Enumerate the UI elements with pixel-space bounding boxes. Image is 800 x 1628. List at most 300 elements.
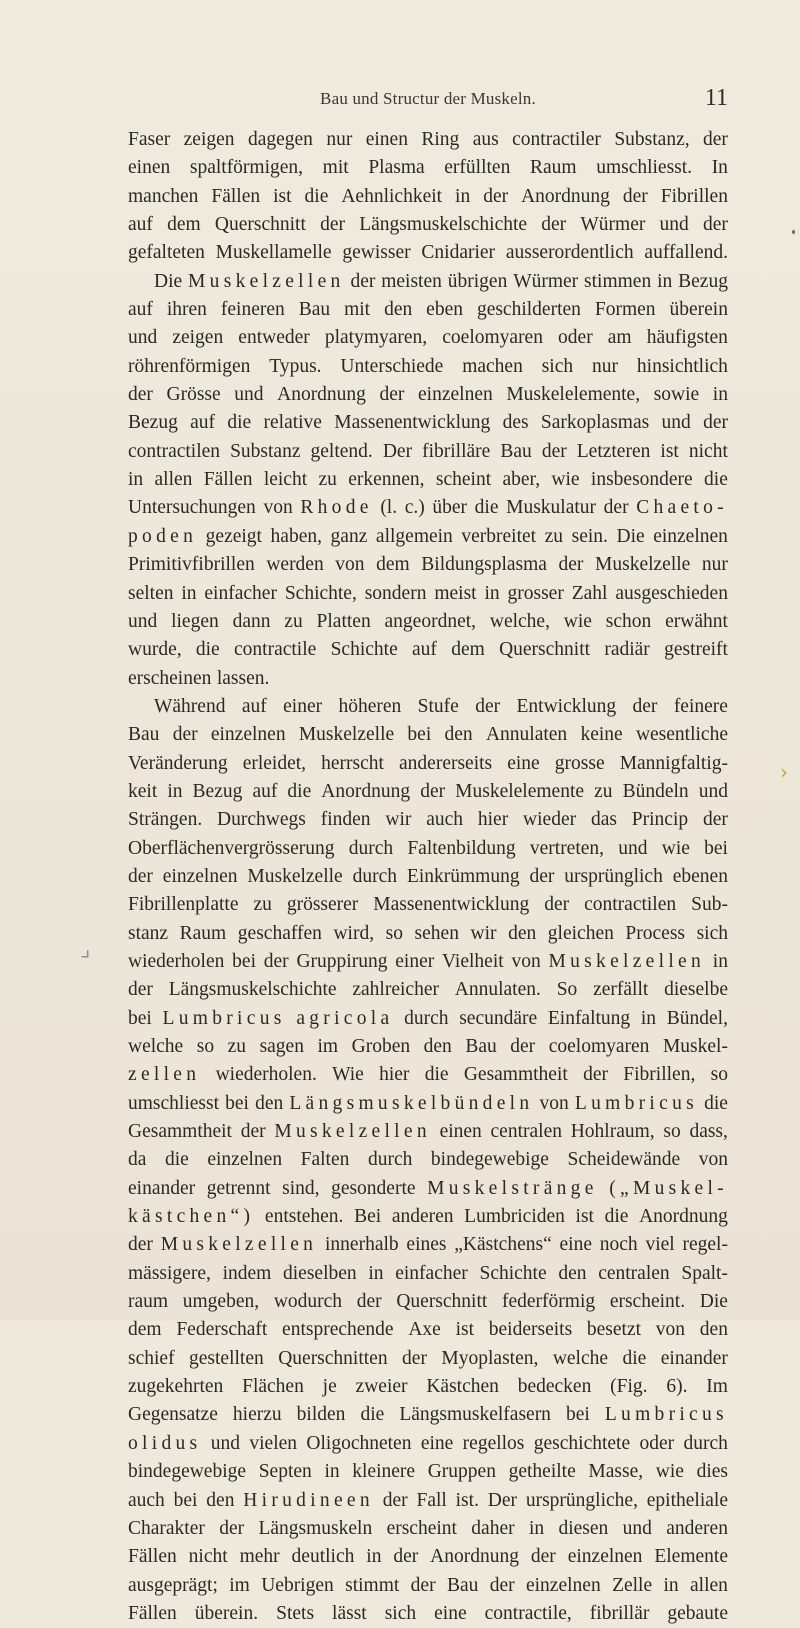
word: c.) bbox=[404, 497, 425, 519]
word: machen bbox=[462, 355, 523, 377]
word: ursprünglich bbox=[564, 865, 663, 887]
text-line bbox=[128, 693, 728, 721]
word: Der bbox=[382, 440, 413, 462]
word: Typus. bbox=[269, 355, 322, 377]
word: Lumbricus bbox=[162, 1007, 286, 1029]
word: Muskelzellen bbox=[274, 1121, 431, 1143]
word: der bbox=[128, 865, 153, 887]
word: Myoplasten, bbox=[441, 1347, 539, 1369]
word: allen bbox=[690, 1574, 728, 1596]
word: einander bbox=[660, 1347, 728, 1369]
word: allen bbox=[154, 469, 193, 491]
word: in bbox=[181, 582, 197, 604]
word: zu bbox=[253, 894, 272, 916]
word: von bbox=[335, 554, 365, 576]
word: Letzteren bbox=[576, 440, 651, 462]
word: der bbox=[219, 1517, 245, 1539]
word: die bbox=[604, 1206, 629, 1228]
word: am bbox=[607, 327, 632, 349]
word: durch bbox=[367, 1149, 413, 1171]
word: federförmig bbox=[502, 1291, 596, 1313]
word: so bbox=[385, 922, 403, 944]
word: der bbox=[128, 384, 153, 406]
word: Durchwegs bbox=[217, 809, 306, 831]
word: Septen bbox=[258, 1461, 312, 1483]
word: aber, bbox=[502, 469, 541, 491]
word: bedecken bbox=[517, 1376, 592, 1398]
word: Kästchen bbox=[426, 1376, 499, 1398]
word: Hohlraum, bbox=[570, 1121, 655, 1143]
word: regel- bbox=[682, 1234, 728, 1256]
word: einen bbox=[439, 1121, 482, 1143]
word: Lumbricus bbox=[604, 1404, 728, 1426]
word: aus bbox=[472, 129, 499, 150]
word: oder bbox=[558, 327, 593, 349]
word: Muskulatur bbox=[506, 497, 597, 519]
word: Fällen bbox=[203, 469, 253, 491]
word: der bbox=[529, 865, 555, 887]
text-line bbox=[128, 778, 728, 806]
word: Fällen bbox=[128, 1546, 177, 1568]
word: Wie bbox=[332, 1064, 364, 1086]
word: eine bbox=[507, 752, 540, 774]
word: contractiler bbox=[512, 129, 601, 150]
word: die bbox=[360, 1404, 385, 1426]
word: der bbox=[544, 894, 570, 916]
word: geschilderten bbox=[476, 299, 581, 321]
text-line bbox=[128, 1005, 728, 1033]
word: ist bbox=[273, 185, 292, 207]
text-line bbox=[128, 665, 728, 693]
word: 6). bbox=[666, 1376, 688, 1398]
word: vertreten, bbox=[529, 837, 605, 859]
word: stimmen bbox=[584, 270, 652, 292]
text-line bbox=[128, 1373, 728, 1401]
text-line bbox=[128, 835, 728, 863]
text-line bbox=[128, 183, 728, 211]
text-line bbox=[128, 920, 728, 948]
word: Federschaft bbox=[176, 1319, 268, 1341]
word: den bbox=[206, 1489, 235, 1511]
word: leicht bbox=[263, 469, 308, 491]
text-line bbox=[128, 1345, 728, 1373]
word: dem bbox=[167, 214, 201, 236]
word: meisten bbox=[381, 270, 442, 292]
word: zweier bbox=[355, 1376, 408, 1398]
word: indem bbox=[222, 1262, 272, 1284]
word: Muskelzelle bbox=[595, 554, 691, 576]
word: Würmer bbox=[513, 270, 579, 292]
text-line bbox=[128, 353, 728, 381]
word: eines bbox=[406, 1234, 447, 1256]
word: Fall bbox=[416, 1489, 447, 1511]
word: ihren bbox=[166, 299, 207, 321]
word: ist bbox=[575, 1206, 594, 1228]
word: angeordnet, bbox=[384, 610, 477, 632]
word: dieselbe bbox=[664, 979, 728, 1001]
word: deutlich bbox=[291, 1546, 355, 1568]
word: zeigen bbox=[172, 327, 224, 349]
word: umschliesst. bbox=[596, 157, 693, 179]
word: dieselben bbox=[283, 1262, 357, 1284]
word: Muskelstränge bbox=[427, 1177, 598, 1199]
word: der bbox=[128, 979, 153, 1001]
word: ist bbox=[660, 440, 679, 462]
word: Bau bbox=[465, 1036, 497, 1057]
word: in bbox=[528, 1517, 545, 1539]
word: wie bbox=[563, 610, 592, 632]
word: mässigere, bbox=[128, 1262, 211, 1284]
word: Bau bbox=[500, 440, 532, 462]
word: Plasma bbox=[368, 157, 425, 179]
word: Annulaten. bbox=[454, 979, 541, 1001]
word: Cnidarier bbox=[421, 242, 496, 264]
word: übrigen bbox=[447, 270, 508, 292]
word: sein. bbox=[571, 525, 608, 547]
word: die bbox=[424, 1064, 449, 1086]
word: da bbox=[128, 1149, 147, 1171]
text-line bbox=[128, 551, 728, 579]
word: wurde, bbox=[128, 639, 182, 661]
word: überein bbox=[669, 299, 728, 321]
word: centralen bbox=[490, 1121, 562, 1143]
word: den bbox=[423, 1036, 452, 1057]
word: ausserordentlich bbox=[505, 242, 634, 264]
word: besetzt bbox=[586, 1319, 642, 1341]
word: anderen bbox=[666, 1517, 728, 1539]
word: ist. bbox=[455, 1489, 479, 1511]
word: Mannigfaltig- bbox=[619, 752, 728, 774]
word: bei bbox=[128, 1007, 152, 1029]
word: erfüllten bbox=[444, 157, 511, 179]
word: contractile, bbox=[484, 1602, 572, 1624]
word: Scheidewände bbox=[567, 1149, 681, 1171]
word: Rhode bbox=[300, 497, 373, 519]
text-line bbox=[128, 1600, 728, 1628]
word: sind, bbox=[282, 1177, 320, 1199]
word: der bbox=[558, 554, 584, 576]
word: Faltenbildung bbox=[407, 837, 516, 859]
word: der bbox=[382, 1489, 408, 1511]
word: einer bbox=[283, 695, 323, 717]
word: Zahl bbox=[571, 582, 608, 604]
word: bei bbox=[407, 724, 432, 746]
word: Falten bbox=[300, 1149, 350, 1171]
word: auf bbox=[128, 299, 153, 321]
word: olidus bbox=[128, 1432, 202, 1454]
running-head: Bau und Structur der Muskeln. bbox=[320, 89, 536, 108]
word: in bbox=[368, 1262, 384, 1284]
word: höheren bbox=[338, 695, 402, 717]
word: Platten bbox=[316, 610, 371, 632]
word: in bbox=[712, 950, 728, 972]
word: des bbox=[502, 412, 529, 434]
word: schon bbox=[605, 610, 652, 632]
text-line bbox=[128, 466, 728, 494]
word: Fibrillen bbox=[660, 185, 728, 207]
word: anderen bbox=[391, 1206, 454, 1228]
word: Bezug bbox=[192, 780, 243, 802]
word: und bbox=[128, 610, 158, 632]
word: den bbox=[255, 1092, 284, 1114]
word: in bbox=[657, 270, 673, 292]
word: der bbox=[410, 1574, 436, 1596]
word: agricola bbox=[296, 1007, 394, 1029]
word: herrscht bbox=[321, 752, 384, 774]
text-line bbox=[128, 948, 728, 976]
word: einen bbox=[365, 129, 408, 150]
word: die bbox=[287, 780, 312, 802]
word: durch bbox=[352, 865, 398, 887]
word: contractilen bbox=[128, 440, 221, 462]
word: Muskelzellen bbox=[160, 1234, 318, 1256]
word: lässt bbox=[332, 1602, 367, 1624]
word: gestreift bbox=[664, 639, 728, 661]
word: Gruppirung bbox=[296, 950, 388, 972]
word: Substanz, bbox=[614, 129, 690, 150]
word: Bau bbox=[298, 299, 331, 321]
text-line bbox=[128, 1572, 728, 1600]
word: erscheint bbox=[386, 1517, 457, 1539]
word: der bbox=[510, 1036, 536, 1057]
word: den bbox=[508, 922, 537, 944]
word: Längsmuskelbündeln bbox=[289, 1092, 534, 1114]
word: Muskel- bbox=[662, 1036, 728, 1057]
word: von bbox=[655, 1319, 686, 1341]
word: finden bbox=[320, 809, 371, 831]
text-line bbox=[128, 1033, 728, 1061]
word: So bbox=[556, 979, 578, 1001]
word: gebaute bbox=[667, 1602, 728, 1624]
word: Sub- bbox=[691, 894, 728, 916]
word: manchen bbox=[128, 185, 199, 207]
word: haben, bbox=[270, 525, 322, 547]
word: lassen. bbox=[216, 667, 270, 689]
text-line bbox=[128, 523, 728, 551]
word: die bbox=[227, 412, 252, 434]
word: einzelnen bbox=[567, 1546, 643, 1568]
text-line bbox=[128, 211, 728, 239]
word: keit bbox=[128, 780, 158, 802]
word: der bbox=[703, 214, 728, 236]
text-line bbox=[128, 636, 728, 664]
word: mehr bbox=[239, 1546, 280, 1568]
word: epitheliale bbox=[646, 1489, 728, 1511]
text-line bbox=[128, 381, 728, 409]
word: der bbox=[379, 384, 405, 406]
text-line bbox=[128, 1515, 728, 1543]
word: über bbox=[432, 497, 468, 519]
word: Fibrillenplatte bbox=[128, 894, 239, 916]
word: in bbox=[640, 1007, 657, 1029]
word: vielen bbox=[249, 1432, 298, 1454]
word: („Muskel- bbox=[609, 1177, 728, 1199]
word: sondern bbox=[364, 582, 427, 604]
word: Muskelzellen bbox=[188, 270, 345, 292]
word: erscheinen bbox=[128, 667, 212, 689]
word: geschichtete bbox=[533, 1432, 631, 1454]
word: dem bbox=[376, 554, 410, 576]
word: fibrilläre bbox=[422, 440, 491, 462]
word: raum bbox=[128, 1291, 169, 1313]
text-line bbox=[128, 721, 728, 749]
word: feineren bbox=[220, 299, 285, 321]
text-line bbox=[128, 494, 728, 522]
word: auf bbox=[241, 695, 267, 717]
word: Process bbox=[625, 922, 685, 944]
word: und bbox=[622, 1517, 652, 1539]
word: auffallend. bbox=[644, 242, 728, 264]
word: hier bbox=[379, 1064, 410, 1086]
word: (l. bbox=[380, 497, 398, 519]
word: und bbox=[234, 384, 264, 406]
word: dass, bbox=[689, 1121, 728, 1143]
word: je bbox=[322, 1376, 337, 1398]
word: sich bbox=[384, 1602, 417, 1624]
word: Veränderung bbox=[128, 752, 228, 774]
word: der bbox=[402, 1347, 427, 1369]
text-line bbox=[128, 1203, 728, 1231]
word: centralen bbox=[598, 1262, 670, 1284]
word: keine bbox=[580, 724, 623, 746]
word: erscheint. bbox=[609, 1291, 686, 1313]
text-line bbox=[128, 296, 728, 324]
text-line bbox=[128, 580, 728, 608]
word: bei bbox=[225, 1092, 249, 1114]
word: geltend. bbox=[310, 440, 373, 462]
word: wie bbox=[661, 837, 690, 859]
word: contractile bbox=[234, 639, 317, 661]
word: in bbox=[712, 384, 728, 406]
word: welche bbox=[552, 1347, 609, 1369]
word: Gesammtheit bbox=[128, 1121, 232, 1143]
text-line bbox=[128, 126, 728, 154]
word: der bbox=[489, 1574, 515, 1596]
word: nur bbox=[592, 355, 619, 377]
word: ist bbox=[455, 1319, 475, 1341]
word: platymyaren, bbox=[324, 327, 428, 349]
word: Längsmuskeln bbox=[258, 1517, 373, 1539]
word: den bbox=[558, 1262, 587, 1284]
word: einen bbox=[128, 157, 171, 179]
word: der bbox=[420, 780, 446, 802]
word: auf bbox=[190, 412, 216, 434]
text-line bbox=[128, 1401, 728, 1429]
word: Anordnung bbox=[521, 185, 610, 207]
word: scheint bbox=[435, 469, 492, 491]
word: Die bbox=[154, 270, 183, 292]
word: Raum bbox=[179, 922, 227, 944]
text-line bbox=[128, 239, 728, 267]
word: zu bbox=[318, 469, 337, 491]
word: mit bbox=[344, 299, 371, 321]
word: in bbox=[128, 469, 144, 491]
word: poden bbox=[128, 525, 198, 547]
word: Bei bbox=[354, 1206, 382, 1228]
word: andererseits bbox=[399, 752, 493, 774]
word: Sarkoplasmas bbox=[540, 412, 650, 434]
word: ebenen bbox=[672, 865, 728, 887]
word: regellos bbox=[462, 1432, 525, 1454]
word: Gegensatze bbox=[128, 1404, 218, 1426]
word: die bbox=[474, 497, 499, 519]
word: Raum bbox=[529, 157, 577, 179]
text-line bbox=[128, 1458, 728, 1486]
word: der bbox=[240, 1121, 266, 1143]
word: wesentliche bbox=[635, 724, 728, 746]
word: kleinere bbox=[352, 1461, 416, 1483]
word: beiderseits bbox=[488, 1319, 573, 1341]
text-line bbox=[128, 324, 728, 352]
word: einfacher bbox=[395, 1262, 468, 1284]
word: wiederholen. bbox=[215, 1064, 317, 1086]
text-line bbox=[128, 1090, 728, 1118]
word: Stufe bbox=[417, 695, 459, 717]
word: daher bbox=[471, 1517, 515, 1539]
word: und bbox=[210, 1432, 241, 1454]
word: Faser bbox=[128, 129, 171, 150]
word: Bau bbox=[446, 1574, 479, 1596]
word: der bbox=[128, 1234, 153, 1256]
word: hier bbox=[477, 809, 509, 831]
word: Bau bbox=[128, 724, 160, 746]
word: In bbox=[711, 157, 728, 179]
word: Grösse bbox=[166, 384, 221, 406]
word: nur bbox=[326, 129, 353, 150]
text-line bbox=[128, 1430, 728, 1458]
word: schief bbox=[128, 1347, 175, 1369]
word: fibrillär bbox=[589, 1602, 650, 1624]
word: eben bbox=[426, 299, 463, 321]
word: Querschnitt bbox=[396, 1291, 488, 1313]
word: Formen bbox=[594, 299, 656, 321]
word: radiär bbox=[604, 639, 650, 661]
word: den bbox=[384, 299, 413, 321]
word: sagen bbox=[259, 1036, 304, 1057]
word: erkennen, bbox=[348, 469, 425, 491]
word: Stets bbox=[276, 1602, 315, 1624]
word: Bündel, bbox=[666, 1007, 728, 1029]
word: Massenentwicklung bbox=[334, 412, 491, 434]
word: Masse, bbox=[588, 1461, 644, 1483]
word: liegen bbox=[171, 610, 219, 632]
text-line bbox=[128, 750, 728, 778]
word: Massenentwicklung bbox=[373, 894, 530, 916]
word: erleidet, bbox=[242, 752, 307, 774]
word: Einfaltung bbox=[547, 1007, 631, 1029]
word: auch bbox=[128, 1489, 165, 1511]
word: der bbox=[263, 950, 289, 972]
word: Gruppen bbox=[427, 1461, 496, 1483]
word: meist bbox=[434, 582, 477, 604]
word: bindegewebige bbox=[430, 1149, 549, 1171]
word: der bbox=[356, 1291, 382, 1313]
word: Bezug bbox=[128, 412, 178, 434]
text-line bbox=[128, 1231, 728, 1259]
word: bindegewebige bbox=[128, 1461, 247, 1483]
word: Uebrigen bbox=[261, 1574, 334, 1596]
body-text bbox=[128, 126, 728, 1628]
word: dagegen bbox=[247, 129, 313, 150]
word: contractilen bbox=[584, 894, 677, 916]
word: eine bbox=[559, 1234, 592, 1256]
word: den bbox=[699, 1319, 728, 1341]
word: sehen bbox=[414, 922, 459, 944]
word: Groben bbox=[351, 1036, 411, 1057]
word: Oberflächenvergrösserung bbox=[128, 837, 335, 859]
word: entstehen. bbox=[264, 1206, 344, 1228]
word: zahlreicher bbox=[352, 979, 439, 1001]
